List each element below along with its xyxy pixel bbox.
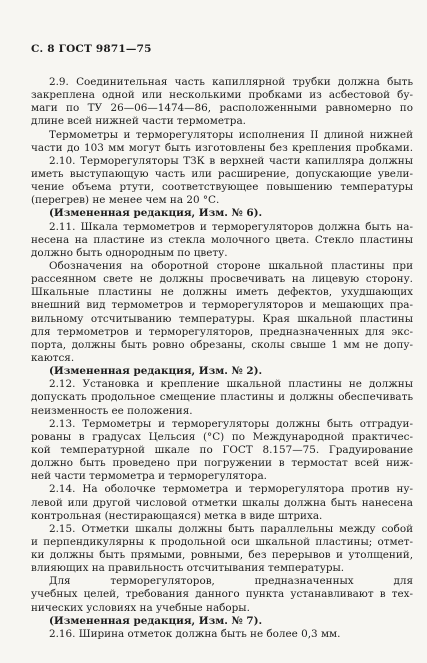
text-line: 2.11. Шкала термометров и терморегуляторов должна быть на- — [49, 220, 413, 233]
page-header: С. 8 ГОСТ 9871—75 — [31, 43, 152, 55]
text-line: внешний вид термометров и терморегуляторов и мешающих пра- — [31, 299, 413, 312]
text-line: 2.9. Соединительная часть капиллярной трубки должна быть — [49, 76, 413, 88]
text-line: рованы в градусах Цельсия (°С) по Международной практичес- — [31, 430, 413, 443]
text-line: 2.16. Ширина отметок должна быть не более 0,3 мм. — [49, 627, 341, 640]
text-line: рассеянном свете не должны просвечивать на лицевую сторону. — [31, 273, 413, 286]
text-line: для термометров и терморегуляторов, предназначенных для экс- — [31, 325, 413, 338]
text-line: контрольная (нестирающаяся) метка в виде штриха. — [31, 509, 323, 522]
text-line: Шкальные пластины не должны иметь дефектов, ухудшающих — [31, 286, 413, 299]
text-line: части до 103 мм могут быть изготовлены без крепления пробками. — [31, 141, 413, 154]
text-line: (Измененная редакция, Изм. № 7). — [49, 614, 263, 627]
text-line: учебных целей, требования данного пункта устанавливают в тех- — [31, 588, 413, 601]
text-line: длине всей нижней части термометра. — [31, 115, 246, 128]
text-line: (перегрев) не менее чем на 20 °С. — [31, 194, 220, 207]
text-line: 2.14. На оболочке термометра и терморегулятора против ну- — [49, 483, 413, 496]
text-line: 2.13. Термометры и терморегуляторы должны быть отградуи- — [49, 417, 413, 430]
text-line: вильному отсчитыванию температуры. Края шкальной пластины — [31, 312, 413, 325]
text-line: ней части термометра и терморегулятора. — [31, 470, 267, 483]
text-line: Термометры и терморегуляторы исполнения II длиной нижней — [49, 128, 413, 141]
text-line: допускать продольное смещение пластины и должны обеспечивать — [31, 391, 413, 404]
text-line: 2.15. Отметки шкалы должны быть параллельны между собой — [49, 522, 413, 535]
text-line: неизменность ее положения. — [31, 404, 193, 417]
text-line: чение объема ртути, соответствующее повышению температуры — [31, 181, 413, 194]
text-line: влияющих на правильность отсчитывания температуры. — [31, 562, 345, 575]
text-line: закреплена одной или несколькими пробками из асбестовой бу- — [31, 89, 413, 102]
text-line: несена на пластине из стекла молочного цвета. Стекло пластины — [31, 233, 413, 246]
text-line: кой температурной шкале по ГОСТ 8.157—75. Градуирование — [31, 443, 413, 456]
text-line: 2.10. Терморегуляторы ТЗК в верхней части капилляра должны — [49, 154, 413, 167]
text-line: Обозначения на оборотной стороне шкальной пластины при — [49, 259, 413, 272]
text-line: должно быть проведено при погружении в термостат всей ниж- — [31, 457, 413, 470]
text-line: ки должны быть прямыми, ровными, без перерывов и утолщений, — [31, 549, 413, 562]
text-line: (Измененная редакция, Изм. № 6). — [49, 207, 263, 220]
text-line: и перпендикулярны к продольной оси шкальной пластины; отмет- — [31, 535, 413, 548]
text-line: должно быть однородным по цвету. — [31, 246, 228, 259]
text-line: левой или другой числовой отметки шкалы должна быть нанесена — [31, 496, 413, 509]
text-line: (Измененная редакция, Изм. № 2). — [49, 365, 263, 378]
text-line: каются. — [31, 351, 75, 364]
document-body — [31, 76, 413, 641]
text-line: Для терморегуляторов, предназначенных для — [49, 575, 413, 588]
text-line: маги по ТУ 26—06—1474—86, расположенными равномерно по — [31, 102, 413, 115]
text-line: нических условиях на учебные наборы. — [31, 601, 250, 614]
text-line: порта, должны быть ровно обрезаны, сколы свыше 1 мм не допу- — [31, 338, 413, 351]
text-line: иметь выступающую часть или расширение, допускающие увели- — [31, 167, 413, 180]
text-line: 2.12. Установка и крепление шкальной пластины не должны — [49, 378, 413, 391]
